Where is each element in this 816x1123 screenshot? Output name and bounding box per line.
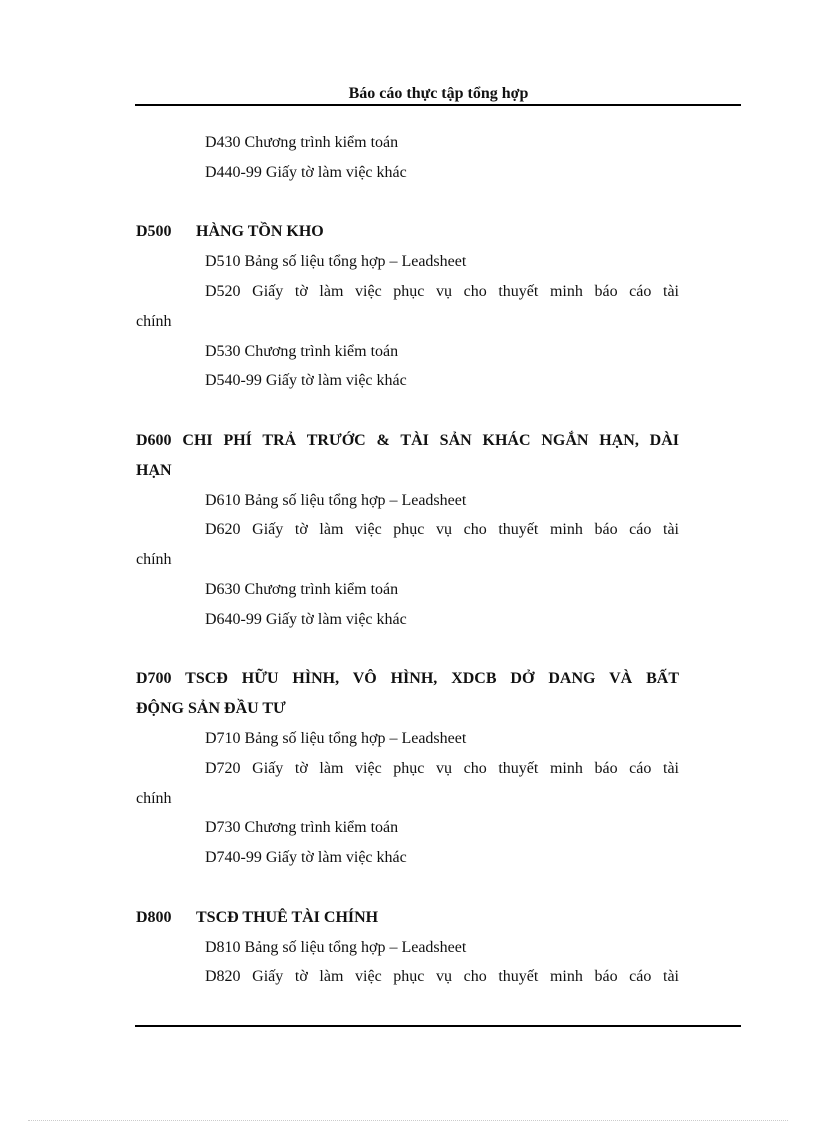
blank-line xyxy=(136,396,679,426)
section-heading: D700 TSCĐ HỮU HÌNH, VÔ HÌNH, XDCB DỞ DANG VÀ BẤT xyxy=(136,670,679,688)
list-item: D740-99 Giấy tờ làm việc khác xyxy=(205,849,407,867)
page-edge-dotted-line xyxy=(28,1120,788,1121)
list-item: D430 Chương trình kiểm toán xyxy=(205,134,399,151)
section-title: TSCĐ THUÊ TÀI CHÍNH xyxy=(196,908,379,926)
header-rule xyxy=(135,104,741,106)
list-item: D440-99 Giấy tờ làm việc khác xyxy=(205,163,407,181)
list-item: D620 Giấy tờ làm việc phục vụ cho thuyết minh báo cáo tài xyxy=(205,521,679,539)
list-item: D720 Giấy tờ làm việc phục vụ cho thuyết minh báo cáo tài xyxy=(205,759,679,777)
section-heading xyxy=(136,217,679,247)
list-item: D520 Giấy tờ làm việc phục vụ cho thuyết minh báo cáo tài xyxy=(205,282,679,300)
list-item: D730 Chương trình kiểm toán xyxy=(205,819,399,837)
list-item-continuation: chính xyxy=(136,312,172,330)
list-item: D820 Giấy tờ làm việc phục vụ cho thuyết minh báo cáo tài xyxy=(205,968,679,986)
footer-rule xyxy=(135,1025,741,1027)
list-item-continuation: chính xyxy=(136,789,172,807)
section-heading: D600 CHI PHÍ TRẢ TRƯỚC & TÀI SẢN KHÁC NGẮN HẠN, DÀI xyxy=(136,431,679,449)
blank-line xyxy=(136,188,679,218)
list-item: D630 Chương trình kiểm toán xyxy=(205,580,399,598)
list-item: D510 Bảng số liệu tổng hợp – Leadsheet xyxy=(205,253,467,271)
list-item: D540-99 Giấy tờ làm việc khác xyxy=(205,372,407,390)
list-item-continuation: chính xyxy=(136,551,172,569)
section-heading-continuation: HẠN xyxy=(136,461,172,479)
list-item: D530 Chương trình kiểm toán xyxy=(205,342,399,360)
list-item: D640-99 Giấy tờ làm việc khác xyxy=(205,610,407,628)
list-item: D710 Bảng số liệu tổng hợp – Leadsheet xyxy=(205,729,467,747)
blank-line xyxy=(136,873,679,903)
list-item: D810 Bảng số liệu tổng hợp – Leadsheet xyxy=(205,938,467,956)
section-heading xyxy=(136,903,679,933)
section-title: HÀNG TỒN KHO xyxy=(196,223,324,241)
page-header-title: Báo cáo thực tập tổng hợp xyxy=(348,85,529,102)
section-code: D800 xyxy=(136,908,172,926)
section-code: D500 xyxy=(136,223,172,241)
section-heading-continuation: ĐỘNG SẢN ĐẦU TƯ xyxy=(136,700,286,718)
document-body xyxy=(136,128,679,992)
list-item: D610 Bảng số liệu tổng hợp – Leadsheet xyxy=(205,491,467,509)
blank-line xyxy=(136,635,679,665)
